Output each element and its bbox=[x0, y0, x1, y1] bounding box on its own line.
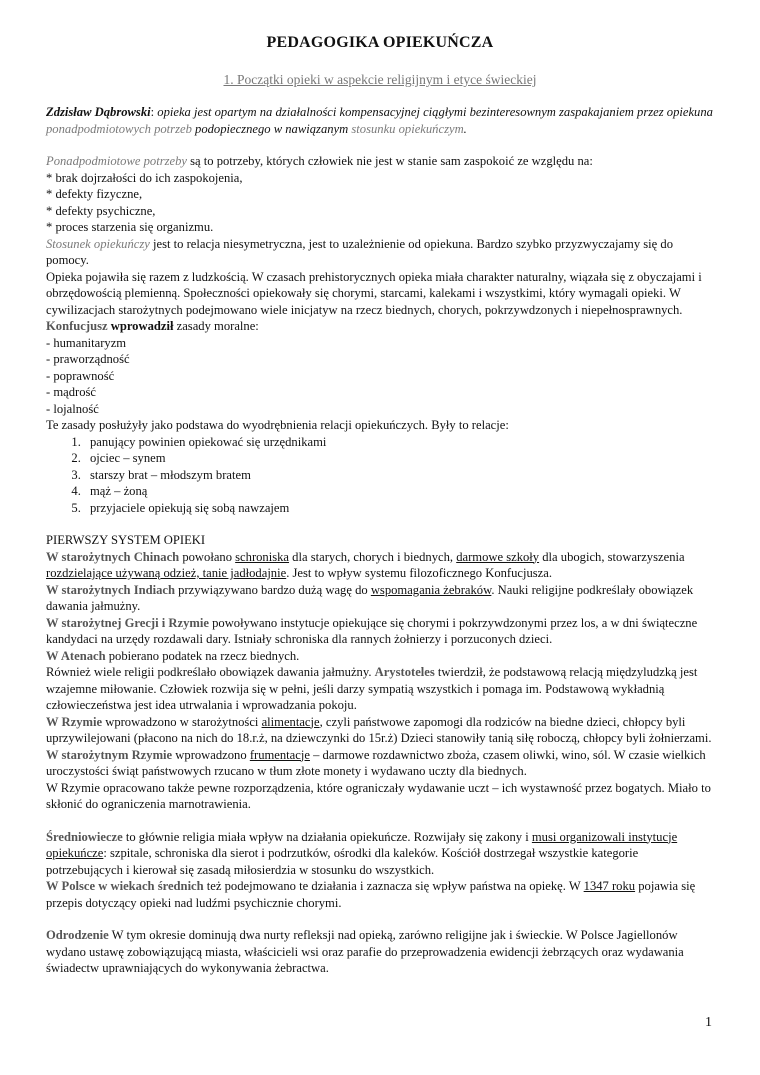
list-item: * defekty fizyczne, bbox=[46, 187, 143, 201]
china-paragraph: W starożytnych Chinach powołano schroniska dla starych, chorych i biednych, darmowe szkoły dla ubogich, stowarzyszenia rozdzielające używaną odzież, tanie jadłodajnie. Jest to wpływ systemu filozoficznego Konfucjusza. bbox=[46, 549, 685, 580]
greece-paragraph: W starożytnej Grecji i Rzymie powoływano instytucje opiekujące się chorymi i pokrzywdzonymi przez los, a w dni świąteczne kandydaci na urzędy rozdawali dary. Istniały schroniska dla rannych żołnierzy i porzuconych dzieci. bbox=[46, 615, 698, 646]
first-system-heading: PIERWSZY SYSTEM OPIEKI bbox=[46, 533, 206, 547]
list-item: 5. przyjaciele opiekują się sobą nawzajem bbox=[84, 500, 714, 517]
relations-list bbox=[46, 434, 714, 517]
author-name: Zdzisław Dąbrowski bbox=[46, 105, 151, 119]
list-item: 2. ojciec – synem bbox=[84, 450, 714, 467]
page-number: 1 bbox=[705, 1015, 712, 1030]
list-item: - lojalność bbox=[46, 401, 99, 416]
relation-term: Stosunek opiekuńczy bbox=[46, 236, 150, 251]
rome-frumentation-paragraph: W starożytnym Rzymie wprowadzono frumentacje – darmowe rozdawnictwo zboża, czasem oliwki, wino, sól. W czasie wielkich uroczystości świąt państwowych rzucano w tłum złote monety i wydawano uczty dla biednych. bbox=[46, 747, 706, 778]
intro-paragraph: Zdzisław Dąbrowski: opieka jest opartym na działalności kompensacyjnej ciągłymi bezinteresownym zaspakajaniem przez opiekuna ponadpodmiotowych potrzeb podopiecznego w nawiązanym stosunku opiekuńczym. bbox=[46, 105, 713, 136]
list-item: 4. mąż – żoną bbox=[84, 483, 714, 500]
list-item: - mądrość bbox=[46, 385, 97, 399]
list-item: - praworządność bbox=[46, 352, 130, 366]
rome-alimentation-paragraph: W Rzymie wprowadzono w starożytności alimentacje, czyli państwowe zapomogi dla rodziców na biedne dzieci, chłopcy byli uprzywilejowani (płacono na nich do 18.r.ż, na dziewczynki do 15r.ż) Dzieci stanowiły tanią siłę roboczą, chłopcy byli żołnierzami. bbox=[46, 714, 712, 745]
history-paragraph: Opieka pojawiła się razem z ludzkością. W czasach prehistorycznych opieka miała charakter naturalny, wiązała się z obyczajami i obrzędowością plemienną. Społeczności opiekowały się chorymi, starcami, kalekami i wszystkimi, który wymagali opieki. W cywilizacjach starożytnych podejmowano wiele inicjatyw na rzecz biednych, chorych, pokrzywdzonych i niepełnosprawnych. bbox=[46, 269, 702, 317]
list-item: 3. starszy brat – młodszym bratem bbox=[84, 467, 714, 484]
page-title: PEDAGOGIKA OPIEKUŃCZA bbox=[266, 34, 494, 51]
term-relation: stosunku opiekuńczym bbox=[351, 121, 464, 136]
document-body bbox=[46, 104, 714, 977]
list-item: - humanitaryzm bbox=[46, 335, 127, 350]
athens-paragraph: W Atenach pobierano podatek na rzecz biednych. bbox=[46, 648, 300, 663]
needs-paragraph: Ponadpodmiotowe potrzeby są to potrzeby, których człowiek nie jest w stanie sam zaspokoić ze względu na: bbox=[46, 154, 593, 168]
relation-paragraph: Stosunek opiekuńczy jest to relacja niesymetryczna, jest to uzależnienie od opiekuna. Bardzo szybko przyzwyczajamy się do pomocy. bbox=[46, 236, 674, 267]
principles-list bbox=[46, 335, 714, 418]
confucius-name: Konfucjusz bbox=[46, 319, 108, 333]
term-needs: ponadpodmiotowych potrzeb bbox=[46, 121, 192, 136]
renaissance-paragraph: Odrodzenie W tym okresie dominują dwa nurty refleksji nad opieką, zarówno religijne jak i świeckie. W Polsce Jagiellonów wydano ustawę zobowiązującą miasta, właścicieli wsi oraz parafie do przeprowadzenia ewidencji żebrzących oraz wydawania świadectw uprawniających do wykonywania żebractwa. bbox=[46, 928, 684, 975]
middle-ages-paragraph: Średniowiecze to głównie religia miała wpływ na działania opiekuńcze. Rozwijały się zakony i musi organizowali instytucje opiekuńcze: szpitale, schroniska dla sierot i podrzutków, ośrodki dla kaleków. Kościół dostrzegał wszystkie kategorie potrzebujących i kierował się zasadą miłosierdzia w stosunku do wszystkich. bbox=[46, 829, 678, 877]
india-paragraph: W starożytnych Indiach przywiązywano bardzo dużą wagę do wspomagania żebraków. Nauki religijne podkreślały obowiązek dawania jałmużny. bbox=[46, 582, 694, 613]
poland-paragraph: W Polsce w wiekach średnich też podejmowano te działania i zaznacza się wpływ państwa na opiekę. W 1347 roku pojawia się przepis dotyczący opieki nad ludźmi psychicznie chorymi. bbox=[46, 879, 696, 910]
section-subtitle: 1. Początki opieki w aspekcie religijnym i etyce świeckiej bbox=[223, 72, 537, 87]
religions-paragraph: Również wiele religii podkreślało obowiązek dawania jałmużny. Arystoteles twierdził, że podstawową relacją międzyludzką jest wzajemne miłowanie. Człowiek rozwija się w pełni, jeśli darzy sympatią wszystkich i pomaga im. Podstawową wykładnią człowieczeństwa jest idea utrwalania i wprowadzania pokoju. bbox=[46, 665, 698, 712]
list-item: 1. panujący powinien opiekować się urzędnikami bbox=[84, 434, 714, 451]
confucius-paragraph: Konfucjusz wprowadził zasady moralne: bbox=[46, 319, 259, 333]
list-item: - poprawność bbox=[46, 368, 115, 383]
relations-intro: Te zasady posłużyły jako podstawa do wyodrębnienia relacji opiekuńczych. Były to relacje: bbox=[46, 418, 509, 432]
list-item: * defekty psychiczne, bbox=[46, 203, 156, 218]
needs-list bbox=[46, 170, 714, 236]
rome-regulations-paragraph: W Rzymie opracowano także pewne rozporządzenia, które ograniczały wydawanie uczt – ich wystawność przez bogatych. Miało to skłonić do ograniczenia marnotrawienia. bbox=[46, 780, 711, 811]
needs-term: Ponadpodmiotowe potrzeby bbox=[46, 154, 187, 168]
list-item: * proces starzenia się organizmu. bbox=[46, 220, 214, 234]
list-item: * brak dojrzałości do ich zaspokojenia, bbox=[46, 170, 243, 185]
